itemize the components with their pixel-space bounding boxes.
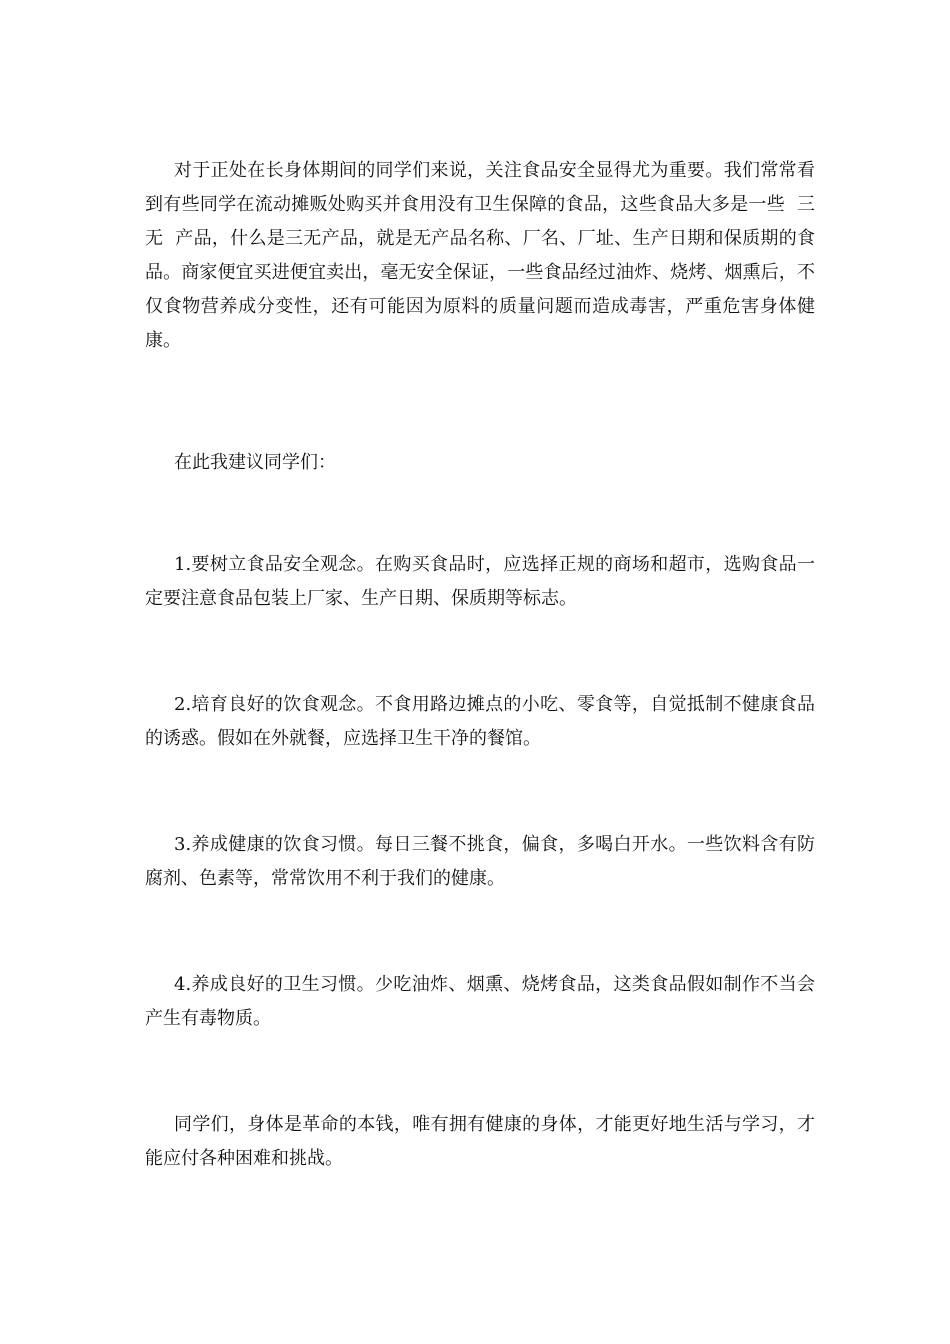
paragraph-suggestion-lead: 在此我建议同学们： [174,452,336,473]
paragraph-item-4: 4.养成良好的卫生习惯。少吃油炸、烟熏、烧烤食品，这类食品假如制作不当会产生有毒物质。 [145,974,815,1029]
paragraph-item-2: 2.培育良好的饮食观念。不食用路边摊点的小吃、零食等，自觉抵制不健康食品的诱惑。假如在外就餐，应选择卫生干净的餐馆。 [145,694,815,749]
paragraph-item-1: 1.要树立食品安全观念。在购买食品时，应选择正规的商场和超市，选购食品一定要注意食品包装上厂家、生产日期、保质期等标志。 [145,554,815,609]
paragraph-intro: 对于正处在长身体期间的同学们来说，关注食品安全显得尤为重要。我们常常看到有些同学在流动摊贩处购买并食用没有卫生保障的食品，这些食品大多是一些 三无 产品，什么是三无产品，就是无产品名称、厂名、厂址、生产日期和保质期的食品。商家便宜买进便宜卖出，毫无安全保证，一些食品经过油炸、烧烤、烟熏后，不仅食物营养成分变性，还有可能因为原料的质量问题而造成毒害，严重危害身体健康。 [145,160,815,351]
paragraph-conclusion: 同学们，身体是革命的本钱，唯有拥有健康的身体，才能更好地生活与学习，才能应付各种困难和挑战。 [145,1114,815,1169]
paragraph-item-3: 3.养成健康的饮食习惯。每日三餐不挑食，偏食，多喝白开水。一些饮料含有防腐剂、色素等，常常饮用不利于我们的健康。 [145,834,815,889]
